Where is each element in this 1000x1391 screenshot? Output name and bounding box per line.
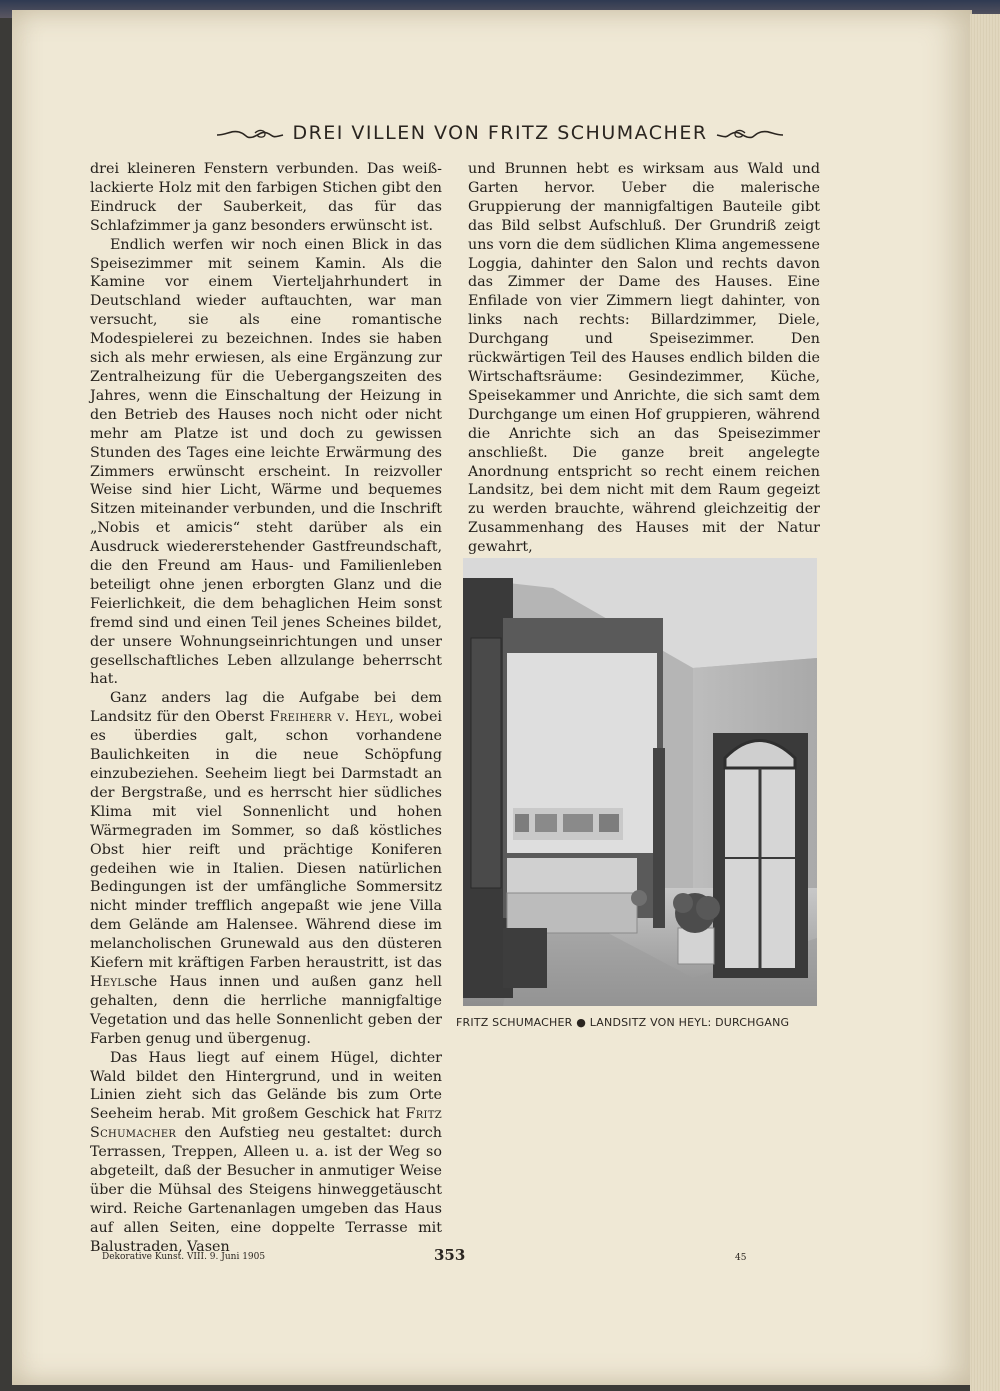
text-run: sche Haus innen und außen ganz hell gehalten, denn die herrliche mannigfaltige Vegetation und das helle Sonnenlicht geben der Farben genug und übergenug. bbox=[90, 973, 442, 1047]
paragraph bbox=[90, 689, 442, 1048]
journal-footer: Dekorative Kunst. VIII. 9. Juni 1905 bbox=[102, 1252, 266, 1262]
paragraph: drei kleineren Fenstern verbunden. Das weiß-lackierte Holz mit den farbigen Stichen gibt den Eindruck der Sauberkeit, das für das Schlafzimmer ja ganz besonders erwünscht ist. bbox=[90, 161, 442, 234]
left-ornament-icon bbox=[215, 127, 285, 141]
text-run: Das Haus liegt auf einem Hügel, dichter Wald bildet den Hintergrund, und in weiten Linien zieht sich das Gelände bis zum Orte Seeheim herab. Mit großem Geschick hat bbox=[90, 1049, 442, 1123]
person-name: Freiherr v. Heyl bbox=[269, 709, 390, 726]
left-text-column bbox=[90, 160, 442, 1257]
paragraph: und Brunnen hebt es wirksam aus Wald und Garten hervor. Ueber die malerische Gruppierung der mannigfaltigen Bauteile gibt das Bild selbst Aufschluß. Der Grundriß zeigt uns vorn die dem südlichen Klima angemessene Loggia, dahinter den Salon und rechts davon das Zimmer der Dame des Hauses. Eine Enfilade von vier Zimmern liegt dahinter, von links nach rechts: Billardzimmer, Diele, Durchgang und Speisezimmer. Den rückwärtigen Teil des Hauses endlich bilden die Wirtschaftsräume: Gesindezimmer, Küche, Speisekammer und Anrichte, die sich samt dem Durchgange um einen Hof gruppieren, während die Anrichte sich an das Speisezimmer anschließt. Die ganze breit angelegte Anordnung entspricht so recht einem reichen Landsitz, bei dem nicht mit dem Raum gegeizt zu werden brauchte, während gleichzeitig der Zusammenhang des Hauses mit der Natur gewahrt, bbox=[468, 161, 820, 556]
text-run: , wobei es überdies galt, schon vorhandene Baulichkeiten in die neue Schöpfung einzubeziehen. Seeheim liegt bei Darmstadt an der Bergstraße, und es herrscht hier südliches Klima mit viel Sonnenlicht und hohen Wärmegraden im Sommer, so daß köstliches Obst hier reift und prächtige Koniferen gedeihen wie in Italien. Diesen natürlichen Bedingungen ist der umfängliche Sommersitz nicht minder trefflich angepaßt wie jene Villa dem Gelände am Halensee. Während diese im melancholischen Grunewald aus den düsteren Kiefern mit kräftigen Farben heraustritt, ist das bbox=[90, 709, 442, 972]
header-title: DREI VILLEN VON FRITZ SCHUMACHER bbox=[292, 122, 708, 144]
text-run: Ganz anders lag die Aufgabe bei dem Landsitz für den Oberst bbox=[90, 690, 442, 726]
paragraph bbox=[90, 1049, 442, 1257]
person-name: Fritz Schumacher bbox=[90, 1106, 442, 1142]
text-run: den Aufstieg neu gestaltet: durch Terrassen, Treppen, Alleen u. a. ist der Weg so abgeteilt, daß der Besucher in anmutiger Weise über die Mühsal des Steigens hinweggetäuscht wird. Reiche Gartenanlagen umgeben das Haus auf allen Seiten, eine doppelte Terrasse mit Balustraden, Vasen bbox=[90, 1125, 442, 1255]
paragraph: Endlich werfen wir noch einen Blick in das Speisezimmer mit seinem Kamin. Als die Kamine vor einem Vierteljahrhundert in Deutschland wieder auftauchten, war man versucht, sie als eine romantische Modespielerei zu bezeichnen. Indes sie haben sich als mehr erwiesen, als eine Ergänzung zur Zentralheizung für die Uebergangszeiten des Jahres, wenn die Einschaltung der Heizung in den Betrieb des Hauses noch nicht oder nicht mehr am Platze ist und doch zu gewissen Stunden des Tages eine leichte Erwärmung des Zimmers erwünscht erscheint. In reizvoller Weise sind hier Licht, Wärme und bequemes Sitzen miteinander verbunden, und die Inschrift „Nobis et amicis“ steht darüber als ein Ausdruck wiedererstehender Gastfreundschaft, die den Freund am Haus- und Familienleben beteiligt ohne jenen erborgten Glanz und die Feierlichkeit, die dem behaglichen Heim sonst fremd sind und einen Teil jenes Scheines bildet, der unsere Wohnungseinrichtungen und unser gesellschaftliches Leben allzulange beherrscht hat. bbox=[90, 236, 442, 688]
signature-mark: 45 bbox=[735, 1253, 747, 1263]
running-header bbox=[0, 122, 1000, 144]
page-number: 353 bbox=[434, 1246, 466, 1264]
right-text-column bbox=[468, 160, 820, 557]
figure-caption: FRITZ SCHUMACHER ● LANDSITZ VON HEYL: DURCHGANG bbox=[456, 1016, 790, 1029]
person-name: Heyl bbox=[90, 973, 125, 990]
interior-photograph bbox=[463, 558, 817, 1006]
hallway-illustration bbox=[463, 558, 817, 1006]
right-ornament-icon bbox=[715, 127, 785, 141]
page-fore-edge bbox=[970, 14, 1000, 1391]
